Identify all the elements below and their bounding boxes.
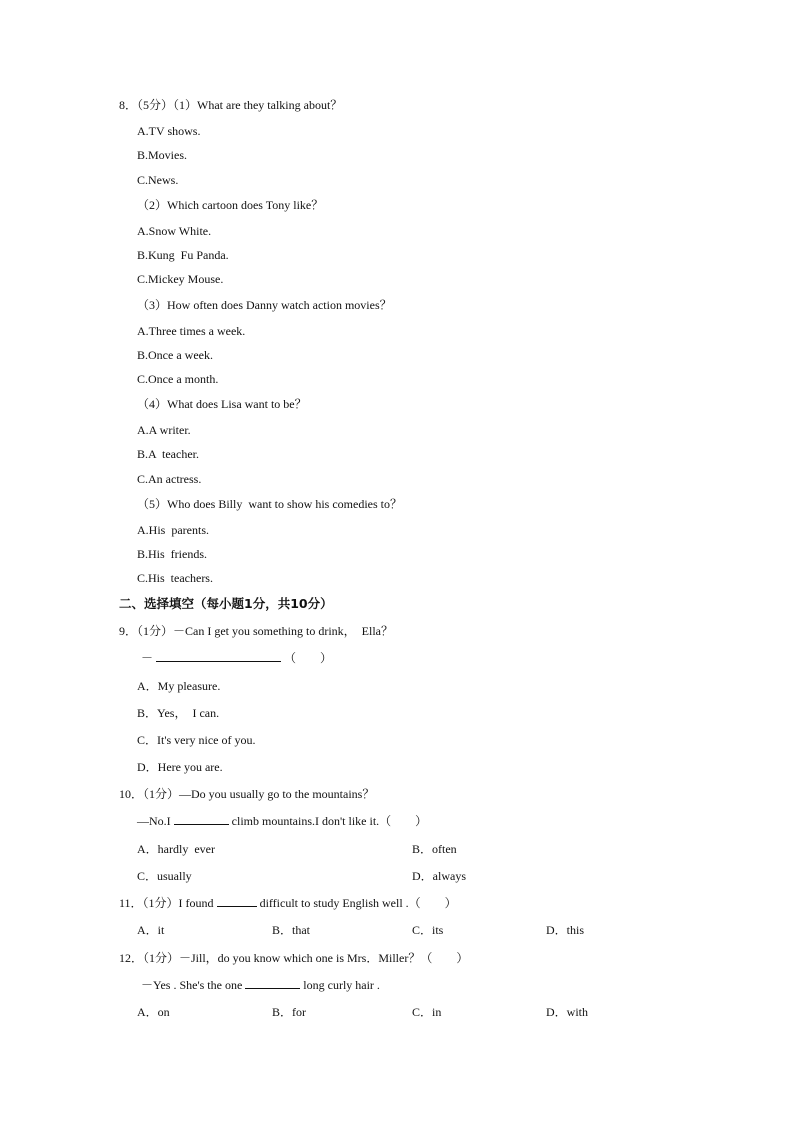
q8-2-question: （2）Which cartoon does Tony like？: [137, 198, 324, 212]
section-heading: 二、选择填空（每小题1分，共10分）: [119, 596, 333, 611]
q8-3-option-c: C.Once a month.: [137, 372, 219, 386]
q11-option-d: D．this: [546, 923, 585, 937]
q12-answer-blank: [245, 977, 300, 989]
q9-stem: 9．（1分）－Can I get you something to drink， Ella？: [119, 624, 393, 638]
q8-4-option-a: A.A writer.: [137, 423, 191, 437]
q8-3-option-b: B.Once a week.: [137, 348, 213, 362]
q12-stem: 12．（1分）－Jill，do you know which one is Mrs．Miller？（ ）: [119, 951, 469, 965]
q8-1-option-b: B.Movies.: [137, 148, 188, 162]
q9-answer-paren: （ ）: [284, 651, 333, 665]
q12-reply: [141, 977, 380, 993]
q8-4-option-b: B.A teacher.: [137, 447, 199, 461]
q10-reply: [137, 813, 427, 829]
q9-reply: [141, 650, 332, 666]
q9-option-c: C．It's very nice of you.: [137, 733, 256, 747]
q10-reply-start: —No.I: [137, 814, 171, 828]
q8-2-option-a: A.Snow White.: [137, 224, 212, 238]
q11-stem: [119, 895, 457, 911]
q9-reply-dash: －: [141, 651, 154, 665]
q12-reply-start: －Yes . She's the one: [141, 978, 243, 992]
q8-4-option-c: C.An actress.: [137, 472, 202, 486]
q8-5-option-a: A.His parents.: [137, 523, 209, 537]
q8-5-option-c: C.His teachers.: [137, 571, 213, 585]
q8-3-option-a: A.Three times a week.: [137, 324, 246, 338]
q10-answer-blank: [174, 813, 229, 825]
q9-option-b: B．Yes， I can.: [137, 706, 220, 720]
q11-option-a: A．it: [137, 923, 165, 937]
q9-answer-blank: [156, 650, 281, 662]
q12-option-c: C．in: [412, 1005, 442, 1019]
q8-3-question: （3）How often does Danny watch action movies？: [137, 298, 392, 312]
q11-option-b: B．that: [272, 923, 310, 937]
q12-option-b: B．for: [272, 1005, 306, 1019]
q12-reply-end: long curly hair .: [303, 978, 380, 992]
q10-reply-end: climb mountains.I don't like it.（ ）: [231, 814, 428, 828]
q10-option-c: C．usually: [137, 869, 192, 883]
q10-option-b: B．often: [412, 842, 457, 856]
q8-1-option-c: C.News.: [137, 173, 179, 187]
q11-stem-end: difficult to study English well .（ ）: [259, 896, 457, 910]
q12-option-a: A．on: [137, 1005, 170, 1019]
q8-1-option-a: A.TV shows.: [137, 124, 201, 138]
q9-option-a: A．My pleasure.: [137, 679, 221, 693]
q12-option-d: D．with: [546, 1005, 589, 1019]
q9-option-d: D．Here you are.: [137, 760, 223, 774]
q10-option-d: D．always: [412, 869, 466, 883]
q8-5-option-b: B.His friends.: [137, 547, 207, 561]
q8-stem: 8．（5分）（1）What are they talking about？: [119, 98, 343, 112]
q8-2-option-c: C.Mickey Mouse.: [137, 272, 224, 286]
q10-option-a: A．hardly ever: [137, 842, 215, 856]
q11-answer-blank: [217, 895, 257, 907]
q11-option-c: C．its: [412, 923, 444, 937]
q11-stem-start: 11．（1分）I found: [119, 896, 214, 910]
q8-5-question: （5）Who does Billy want to show his comedies to？: [137, 497, 402, 511]
q10-stem: 10．（1分）—Do you usually go to the mountains？: [119, 787, 375, 801]
q8-2-option-b: B.Kung Fu Panda.: [137, 248, 229, 262]
q8-4-question: （4）What does Lisa want to be？: [137, 397, 307, 411]
